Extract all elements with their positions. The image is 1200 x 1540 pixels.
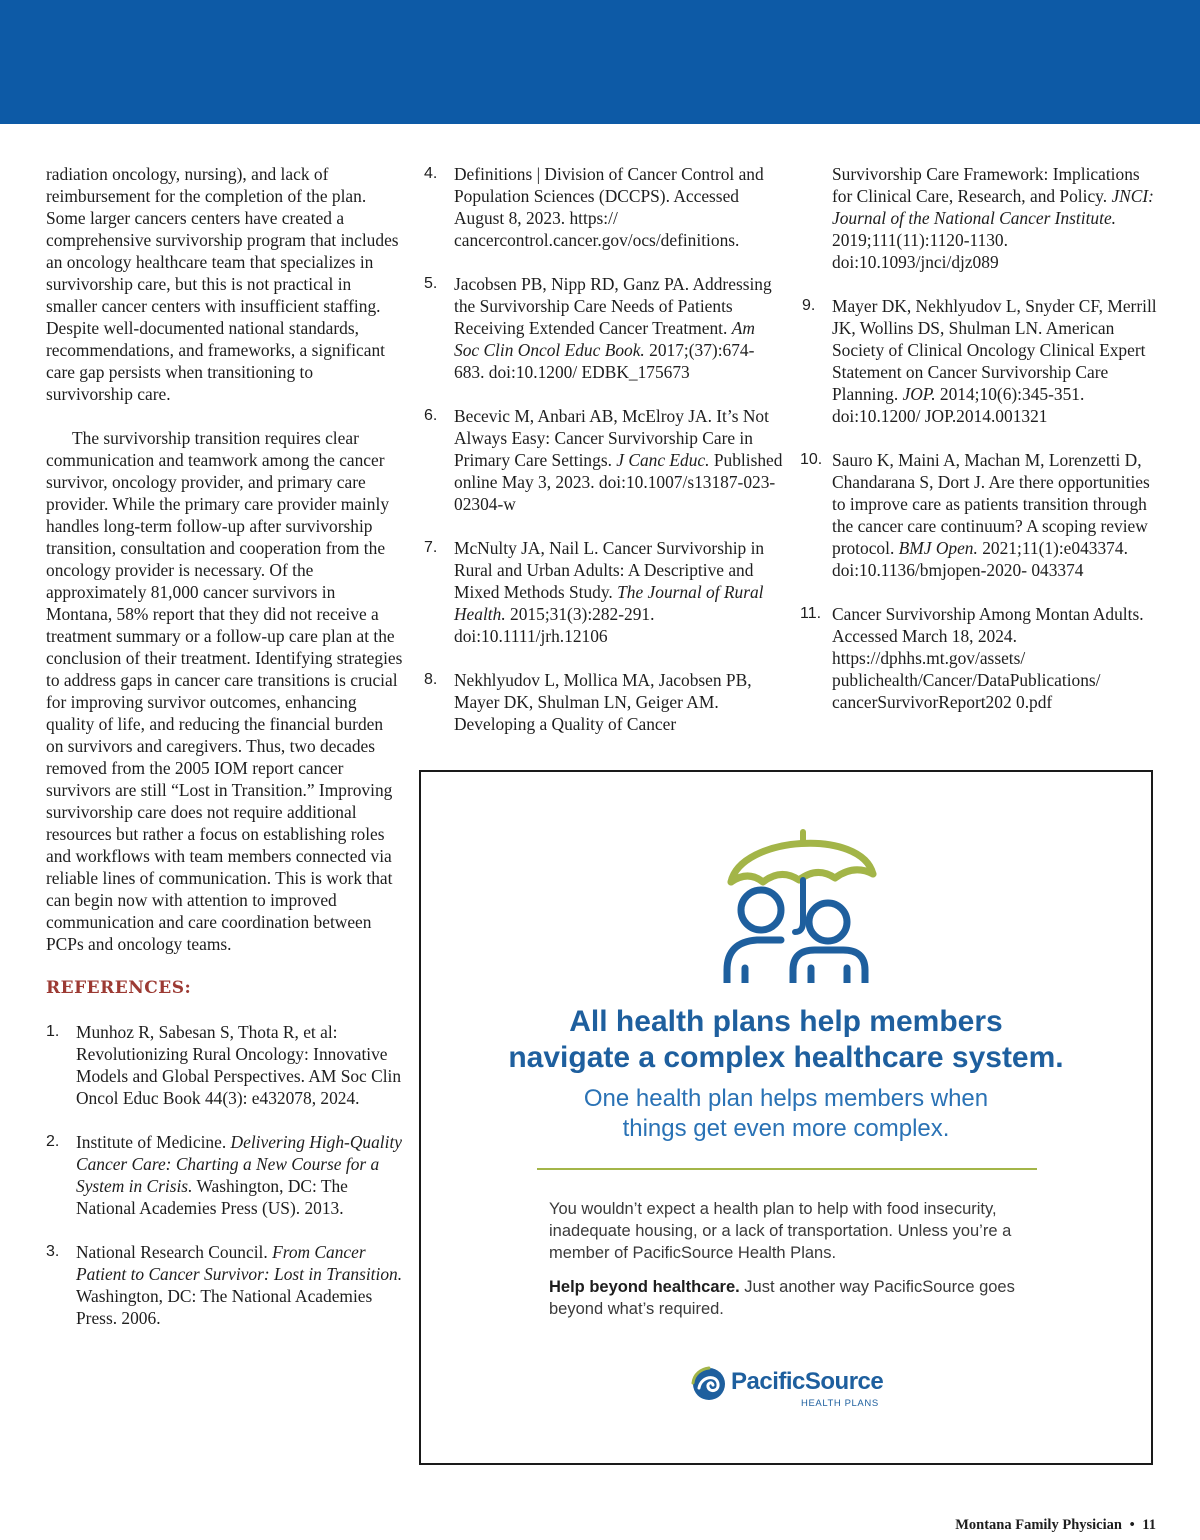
ad-headline: All health plans help members navigate a complex healthcare system.: [508, 1005, 1064, 1074]
reference-number: 4.: [424, 165, 438, 182]
reference-number: 9.: [802, 297, 816, 314]
page-footer: [955, 1517, 1156, 1534]
ad-body: [549, 1198, 1039, 1332]
ad-divider: [537, 1168, 1037, 1170]
ad-subheadline: One health plan helps members when things get even more complex.: [583, 1085, 989, 1142]
reference-item: 9. Mayer DK, Nekhlyudov L, Snyder CF, Merrill JK, Wollins DS, Shulman LN. American Society of Clinical Oncology Clinical Expert Statement on Cancer Survivorship Care Planning. JOP. 2014;10(6):345-351. doi:10.1200/ JOP.2014.001321: [802, 296, 1157, 426]
reference-number: 6.: [424, 407, 438, 424]
reference-number: 8.: [424, 671, 438, 688]
reference-item: 6. Becevic M, Anbari AB, McElroy JA. It’s Not Always Easy: Cancer Survivorship Care in Primary Care Settings. J Canc Educ. Published online May 3, 2023. doi:10.1007/s13187-023-02304-w: [424, 406, 783, 514]
logo-name: PacificSource: [731, 1368, 884, 1395]
reference-number: 10.: [800, 451, 823, 468]
reference-number: 5.: [424, 275, 438, 292]
column-middle: [424, 163, 784, 757]
reference-number: 11.: [800, 605, 822, 622]
column-right: [802, 163, 1160, 735]
publication-name: Montana Family Physician: [955, 1517, 1122, 1533]
wave-logo-icon: [691, 1366, 727, 1402]
reference-item-continued: Survivorship Care Framework: Implications for Clinical Care, Research, and Policy. JNCI: Journal of the National Cancer Institute. 2019;111(11):1120-1130. doi:10.1093/jnci/djz089: [832, 164, 1154, 272]
reference-item: 11. Cancer Survivorship Among Montan Adults. Accessed March 18, 2024. https://dphhs.mt.gov/assets/ publichealth/Cancer/DataPublications/ cancerSurvivorReport202 0.pdf: [800, 604, 1144, 712]
reference-item: 4. Definitions | Division of Cancer Control and Population Sciences (DCCPS). Accessed August 8, 2023. https:// cancercontrol.cancer.gov/ocs/definitions.: [424, 164, 764, 250]
reference-item: 2. Institute of Medicine. Delivering High-Quality Cancer Care: Charting a New Course for a System in Crisis. Washington, DC: The National Academies Press (US). 2013.: [46, 1132, 402, 1218]
references-heading: REFERENCES:: [46, 978, 192, 998]
reference-number: 7.: [424, 539, 438, 556]
advertisement-box[interactable]: [419, 770, 1153, 1465]
column-left: [46, 163, 404, 1351]
footer-separator: •: [1129, 1517, 1135, 1533]
body-paragraph-1: radiation oncology, nursing), and lack of reimbursement for the completion of the plan. Some larger cancers centers have created a comprehensive survivorship program that includes an oncology healthcare team that specializes in survivorship care, but this is not practical in smaller cancer centers with insufficient staffing. Despite well-documented national standards, recommendations, and frameworks, a significant care gap persists when transitioning to survivorship care.: [46, 164, 399, 404]
reference-item: 5. Jacobsen PB, Nipp RD, Ganz PA. Addressing the Survivorship Care Needs of Patients Receiving Extended Cancer Treatment. Am Soc Clin Oncol Educ Book. 2017;(37):674- 683. doi:10.1200/ EDBK_175673: [424, 274, 772, 382]
reference-item: 10. Sauro K, Maini A, Machan M, Lorenzetti D, Chandarana S, Dort J. Are there opportunities to improve care as patients transition through the cancer care continuum? A scoping review protocol. BMJ Open. 2021;11(1):e043374. doi:10.1136/bmjopen-2020- 043374: [800, 450, 1150, 580]
header-band: [0, 0, 1200, 124]
logo-tagline: HEALTH PLANS: [801, 1398, 879, 1409]
reference-item: 1. Munhoz R, Sabesan S, Thota R, et al: Revolutionizing Rural Oncology: Innovative Models and Global Perspectives. AM Soc Clin Oncol Educ Book 44(3): e432078, 2024.: [46, 1022, 402, 1108]
ad-body-paragraph-1: You wouldn’t expect a health plan to help with food insecurity, inadequate housing, or a lack of transportation. Unless you’re a member of PacificSource Health Plans.: [549, 1200, 1012, 1262]
page-number: 11: [1142, 1517, 1156, 1533]
reference-number: 1.: [46, 1023, 60, 1040]
reference-number: 2.: [46, 1133, 60, 1150]
reference-number: 3.: [46, 1243, 60, 1260]
ad-body-paragraph-2: Help beyond healthcare. Just another way PacificSource goes beyond what’s required.: [549, 1278, 1015, 1318]
reference-item: 8. Nekhlyudov L, Mollica MA, Jacobsen PB, Mayer DK, Shulman LN, Geiger AM. Developing a Quality of Cancer: [424, 670, 752, 734]
body-paragraph-2: The survivorship transition requires clear communication and teamwork among the cancer survivor, oncology provider, and primary care provider. While the primary care provider mainly handles long-term follow-up after survivorship transition, consultation and cooperation from the oncology provider is necessary. Of the approximately 81,000 cancer survivors in Montana, 58% report that they did not receive a treatment summary or a follow-up care plan at the conclusion of their treatment. Identifying strategies to address gaps in cancer care transitions is crucial for improving survivor outcomes, enhancing quality of life, and reducing the financial burden on survivors and caregivers. Thus, two decades removed from the 2005 IOM report cancer survivors are still “Lost in Transition.” Improving survivorship care does not require additional resources but rather a focus on establishing roles and workflows with team members connected via reliable lines of communication. This is work that can begin now with attention to improved communication and care coordination between PCPs and oncology teams.: [46, 428, 403, 954]
pacificsource-logo[interactable]: [691, 1364, 891, 1414]
reference-item: 3. National Research Council. From Cancer Patient to Cancer Survivor: Lost in Transition. Washington, DC: The National Academies Press. 2006.: [46, 1242, 403, 1328]
reference-item: 7. McNulty JA, Nail L. Cancer Survivorship in Rural and Urban Adults: A Descriptive and Mixed Methods Study. The Journal of Rural Health. 2015;31(3):282-291. doi:10.1111/jrh.12106: [424, 538, 765, 646]
umbrella-family-icon: [711, 818, 891, 983]
